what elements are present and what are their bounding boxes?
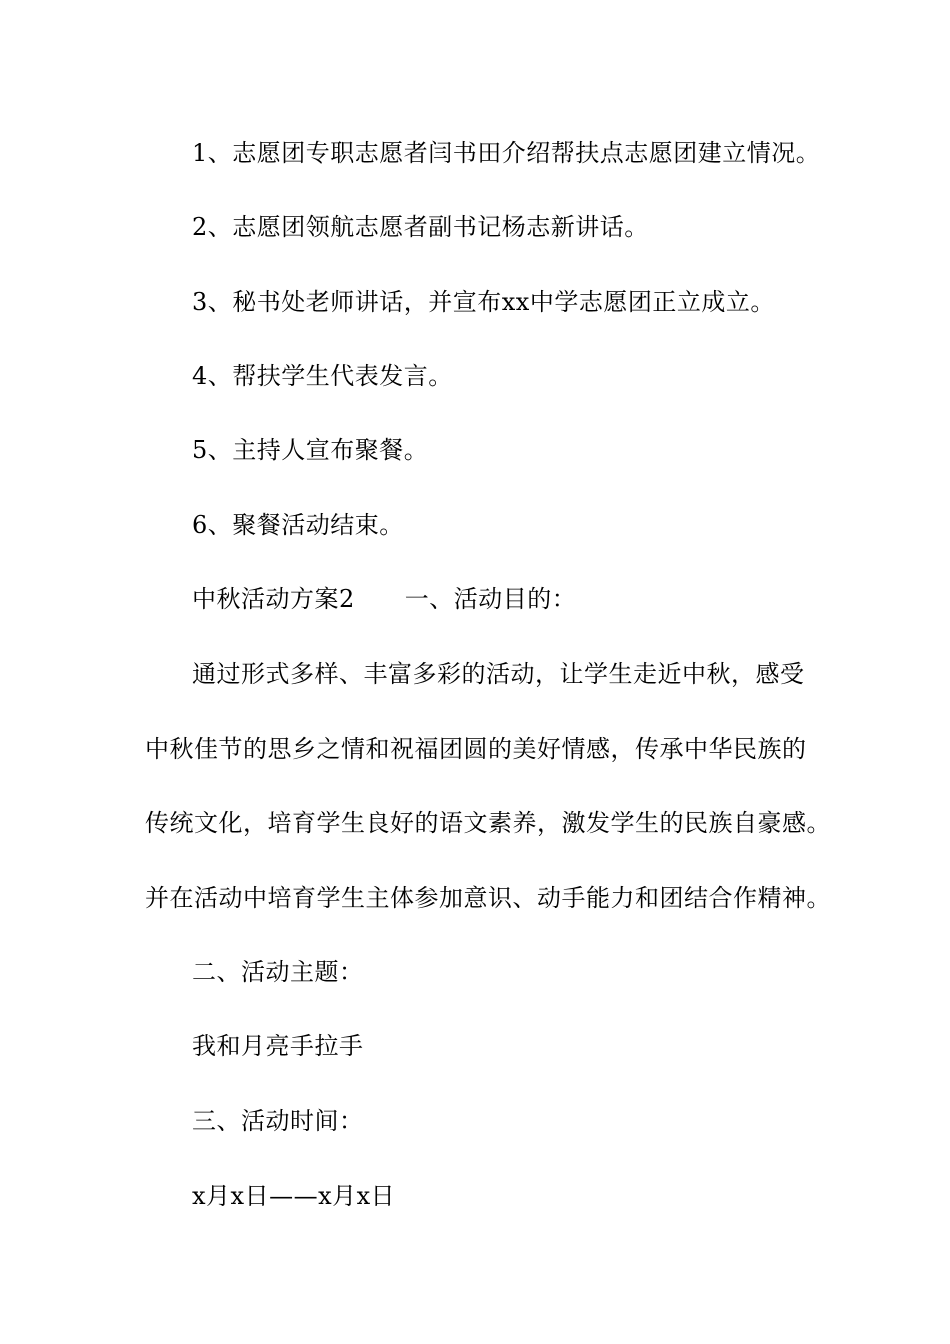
agenda-item-5: 5、主持人宣布聚餐。: [192, 436, 429, 464]
purpose-line-2: 中秋佳节的思乡之情和祝福团圆的美好情感，传承中华民族的: [145, 735, 807, 763]
purpose-line-3: 传统文化，培育学生良好的语文素养，激发学生的民族自豪感。: [145, 809, 831, 837]
theme-text: 我和月亮手拉手: [192, 1032, 364, 1060]
agenda-item-4: 4、帮扶学生代表发言。: [192, 362, 453, 390]
theme-heading: 二、活动主题：: [192, 958, 364, 986]
purpose-line-4: 并在活动中培育学生主体参加意识、动手能力和团结合作精神。: [145, 884, 831, 912]
time-heading: 三、活动时间：: [192, 1107, 364, 1135]
time-text: x月x日——x月x日: [192, 1182, 396, 1210]
agenda-item-2: 2、志愿团领航志愿者副书记杨志新讲话。: [192, 213, 649, 241]
agenda-item-3: 3、秘书处老师讲话，并宣布xx中学志愿团正立成立。: [192, 288, 775, 316]
agenda-item-1: 1、志愿团专职志愿者闫书田介绍帮扶点志愿团建立情况。: [192, 139, 821, 167]
purpose-line-1: 通过形式多样、丰富多彩的活动，让学生走近中秋，感受: [192, 660, 805, 688]
section-title: 中秋活动方案2: [192, 585, 355, 613]
section-heading: 一、活动目的：: [404, 585, 577, 613]
agenda-item-6: 6、聚餐活动结束。: [192, 511, 404, 539]
section-title-row: [192, 584, 576, 614]
